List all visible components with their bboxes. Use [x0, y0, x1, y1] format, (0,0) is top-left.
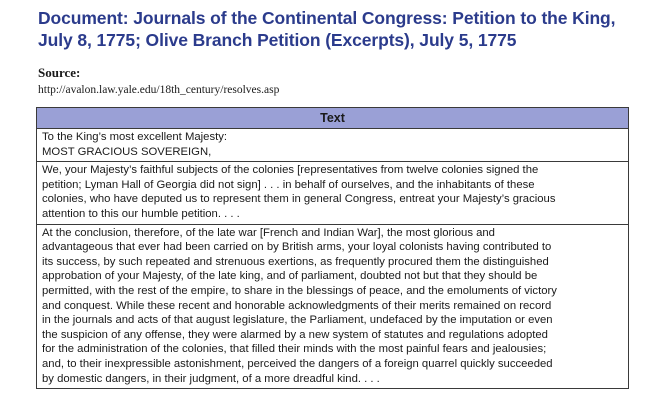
text-line: colonies, who have deputed us to represent them in general Congress, entreat your Majesty’s gracious: [42, 193, 556, 206]
source-label: Source:: [38, 65, 81, 80]
text-cell-salutation: [37, 129, 629, 162]
text-table: [36, 107, 629, 389]
text-line: and, to their inexpressible astonishment, perceived the dangers of a foreign quarrel quickly succeeded: [42, 357, 553, 370]
table-row: [37, 162, 629, 224]
text-cell-introduction: [37, 162, 629, 224]
text-line: for the administration of the colonies, that filled their minds with the most painful fears and jealousies;: [42, 343, 547, 356]
text-line: its success, by such repeated and strenuous exertions, as frequently procured them the distinguished: [42, 255, 549, 268]
text-line: approbation of your Majesty, of the late king, and of parliament, doubted not but that they should be: [42, 270, 538, 283]
text-line: advantageous that ever had been carried on by British arms, your loyal colonists having contributed to: [42, 241, 552, 254]
text-line: and conquest. While these recent and honorable acknowledgments of their merits remained on record: [42, 299, 552, 312]
text-cell-grievances: [37, 224, 629, 389]
text-line: To the King’s most excellent Majesty:: [42, 131, 228, 143]
text-line: by domestic dangers, in their judgment, of a more dreadful kind. . . .: [42, 372, 380, 385]
text-line: attention to this our humble petition. . . .: [42, 207, 240, 220]
text-line: At the conclusion, therefore, of the late war [French and Indian War], the most glorious and: [42, 226, 495, 239]
column-header-text: Text: [37, 108, 629, 129]
text-line: We, your Majesty’s faithful subjects of the colonies [representatives from twelve colonies signed the: [42, 164, 539, 177]
text-line: permitted, with the rest of the empire, to share in the blessings of peace, and the emoluments of victory: [42, 284, 557, 297]
document-title: Document: Journals of the Continental Congress: Petition to the King, July 8, 1775; Olive Branch Petition (Excerpts), July 5, 1775: [38, 8, 616, 50]
table-row: [37, 224, 629, 389]
table-row: [37, 129, 629, 162]
text-line: in the journals and acts of that august legislature, the Parliament, undefaced by the imputation or even: [42, 314, 553, 327]
table-header-row: [37, 108, 629, 129]
text-line: petition; Lyman Hall of Georgia did not sign] . . . in behalf of ourselves, and the inhabitants of these: [42, 178, 535, 191]
text-line: the suspicion of any offense, they were alarmed by a new system of statutes and regulations adopted: [42, 328, 548, 341]
text-line: MOST GRACIOUS SOVEREIGN,: [42, 145, 212, 158]
source-url: http://avalon.law.yale.edu/18th_century/resolves.asp: [38, 84, 280, 96]
